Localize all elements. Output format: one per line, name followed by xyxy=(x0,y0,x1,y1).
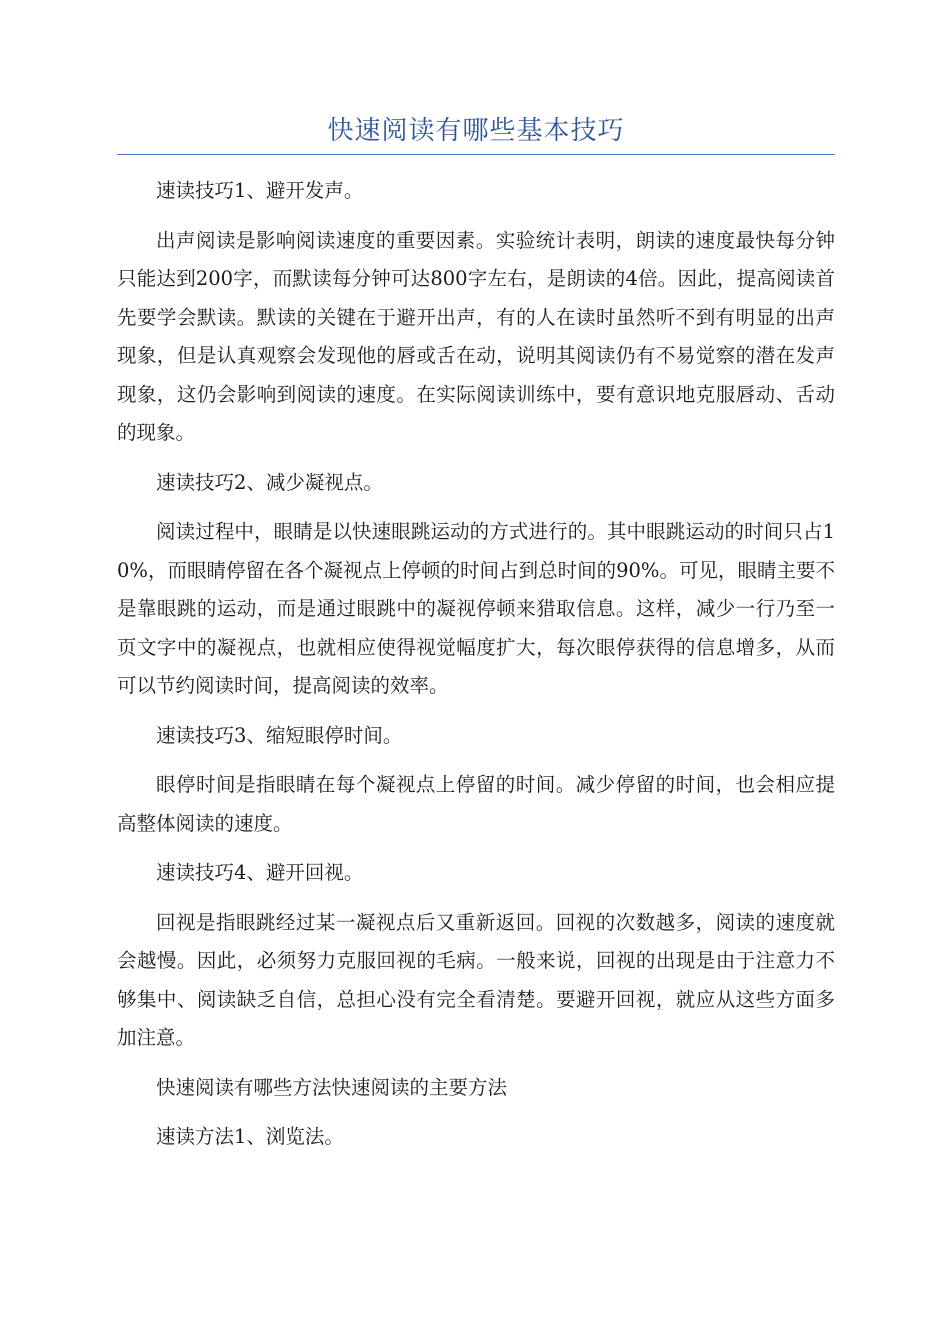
paragraph-tip-2: 阅读过程中，眼睛是以快速眼跳运动的方式进行的。其中眼跳运动的时间只占10%，而眼睛停留在各个凝视点上停顿的时间占到总时间的90%。可见，眼睛主要不是靠眼跳的运动，而是通过眼跳中的凝视停顿来猎取信息。这样，减少一行乃至一页文字中的凝视点，也就相应使得视觉幅度扩大，每次眼停获得的信息增多，从而可以节约阅读时间，提高阅读的效率。 xyxy=(117,520,835,697)
paragraph-tip-1: 出声阅读是影响阅读速度的重要因素。实验统计表明，朗读的速度最快每分钟只能达到200字，而默读每分钟可达800字左右，是朗读的4倍。因此，提高阅读首先要学会默读。默读的关键在于避开出声，有的人在读时虽然听不到有明显的出声现象，但是认真观察会发现他的唇或舌在动，说明其阅读仍有不易觉察的潜在发声现象，这仍会影响到阅读的速度。在实际阅读训练中，要有意识地克服唇动、舌动的现象。 xyxy=(117,228,835,444)
section-heading-methods: 快速阅读有哪些方法快速阅读的主要方法 xyxy=(156,1075,508,1099)
section-heading-tip-3: 速读技巧3、缩短眼停时间。 xyxy=(156,723,403,747)
title-underline xyxy=(117,154,835,155)
paragraph-tip-3: 眼停时间是指眼睛在每个凝视点上停留的时间。减少停留的时间，也会相应提高整体阅读的速度。 xyxy=(117,773,835,835)
section-heading-tip-2: 速读技巧2、减少凝视点。 xyxy=(156,470,383,494)
section-heading-tip-4: 速读技巧4、避开回视。 xyxy=(156,861,364,884)
section-heading-tip-1: 速读技巧1、避开发声。 xyxy=(156,179,364,202)
paragraph-tip-4: 回视是指眼跳经过某一凝视点后又重新返回。回视的次数越多，阅读的速度就会越慢。因此，必须努力克服回视的毛病。一般来说，回视的出现是由于注意力不够集中、阅读缺乏自信，总担心没有完全看清楚。要避开回视，就应从这些方面多加注意。 xyxy=(117,910,835,1049)
section-heading-method-1: 速读方法1、浏览法。 xyxy=(156,1125,344,1148)
document-body xyxy=(117,172,835,1168)
document-title: 快速阅读有哪些基本技巧 xyxy=(327,116,625,146)
document-page xyxy=(117,0,835,1344)
